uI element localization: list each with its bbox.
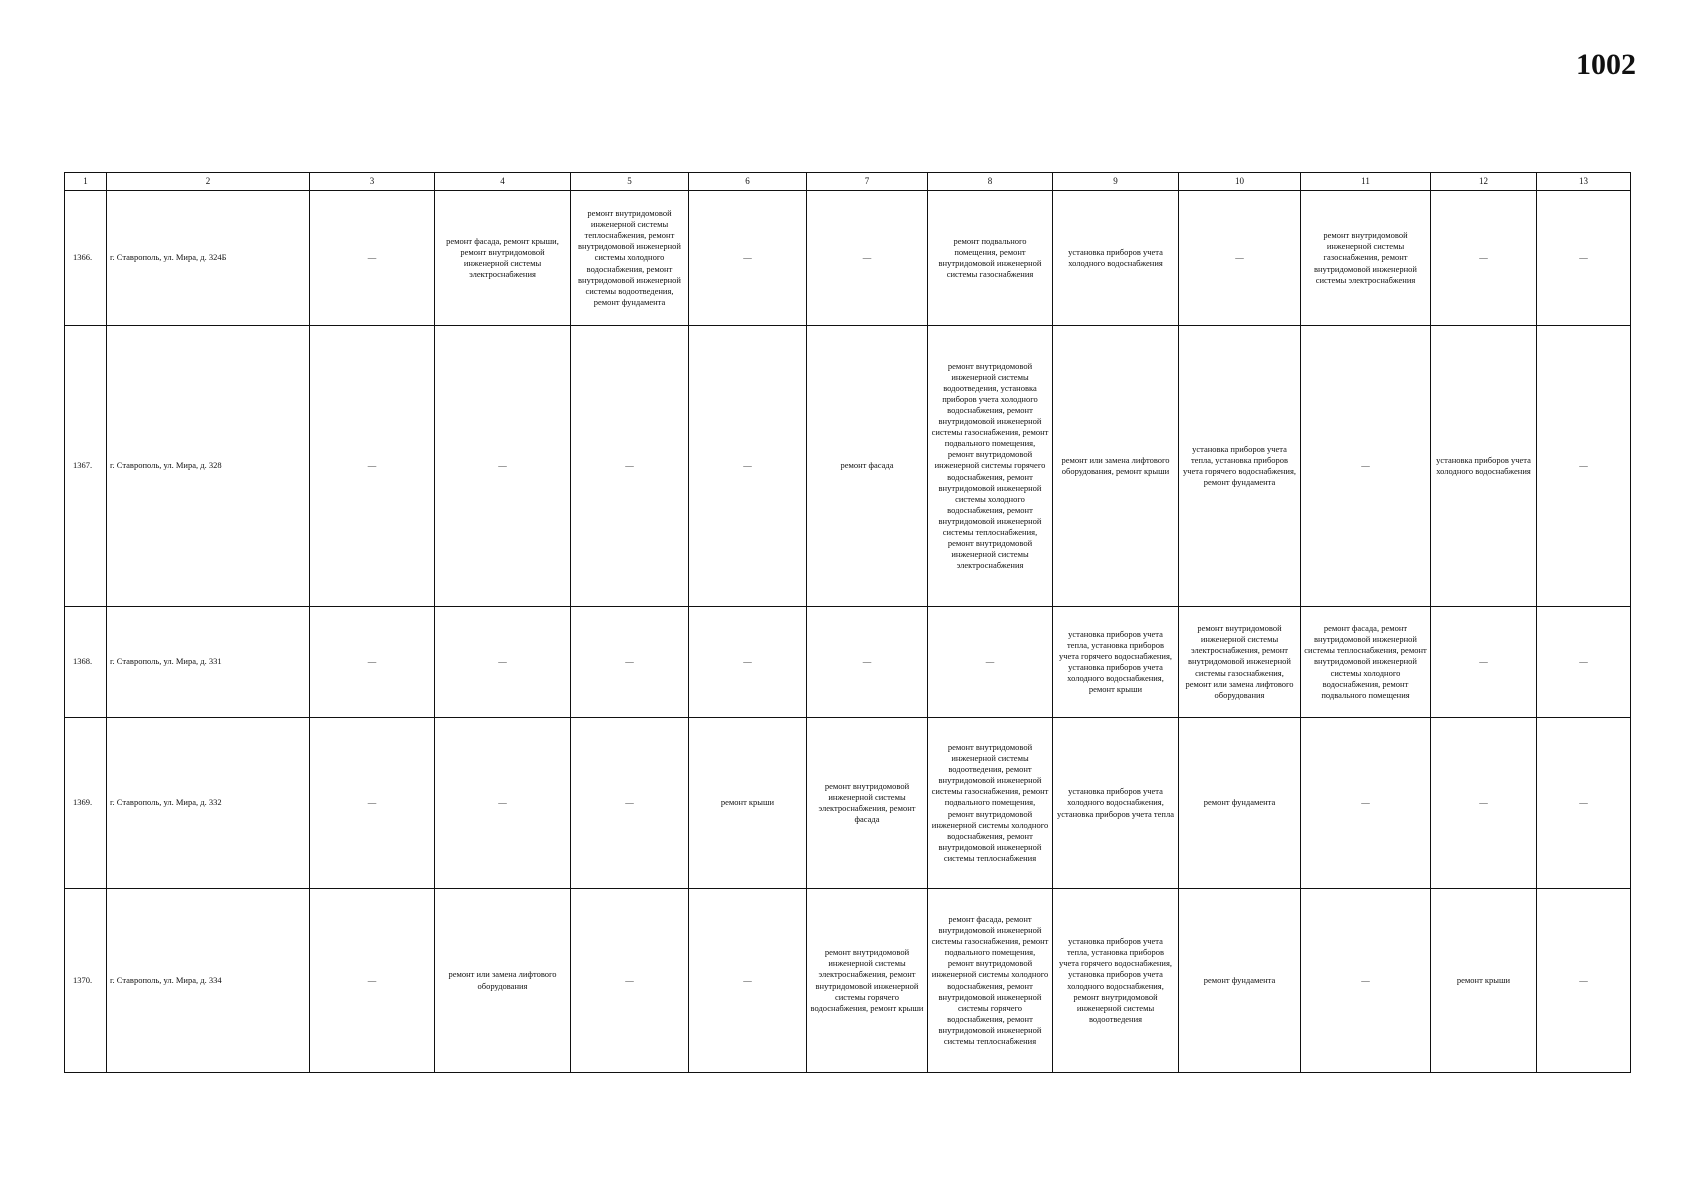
table-cell: — (1537, 718, 1631, 889)
address-cell: г. Ставрополь, ул. Мира, д. 328 (107, 326, 310, 607)
table-cell: ремонт фасада, ремонт внутридомовой инженерной системы газоснабжения, ремонт подвального помещения, ремонт внутридомовой инженерной системы холодного водоснабжения, ремонт внутридомовой инженерной системы горячего водоснабжения, ремонт внутридомовой инженерной системы теплоснабжения (928, 889, 1053, 1073)
table-row (65, 326, 1631, 607)
table-cell: ремонт или замена лифтового оборудования, ремонт крыши (1053, 326, 1179, 607)
table-cell: ремонт крыши (1431, 889, 1537, 1073)
column-number: 8 (928, 173, 1053, 191)
column-number: 4 (435, 173, 571, 191)
column-number: 2 (107, 173, 310, 191)
table-cell: — (435, 718, 571, 889)
column-number: 3 (310, 173, 435, 191)
column-number: 1 (65, 173, 107, 191)
table-cell: — (1537, 889, 1631, 1073)
table-cell: установка приборов учета тепла, установка приборов учета горячего водоснабжения, ремонт фундамента (1179, 326, 1301, 607)
table-cell: — (689, 889, 807, 1073)
table-cell: ремонт фасада, ремонт крыши, ремонт внутридомовой инженерной системы электроснабжения (435, 191, 571, 326)
table-cell: — (435, 326, 571, 607)
table-cell: — (1537, 326, 1631, 607)
column-number: 12 (1431, 173, 1537, 191)
address-cell: г. Ставрополь, ул. Мира, д. 332 (107, 718, 310, 889)
table-cell: — (310, 326, 435, 607)
column-number: 11 (1301, 173, 1431, 191)
table-cell: ремонт подвального помещения, ремонт внутридомовой инженерной системы газоснабжения (928, 191, 1053, 326)
column-number-row (65, 173, 1631, 191)
table-cell: ремонт фундамента (1179, 889, 1301, 1073)
table-row (65, 718, 1631, 889)
table-cell: установка приборов учета тепла, установка приборов учета горячего водоснабжения, установка приборов учета холодного водоснабжения, ремонт внутридомовой инженерной системы водоотведения (1053, 889, 1179, 1073)
table-cell: — (689, 191, 807, 326)
table-row (65, 607, 1631, 718)
table-cell: ремонт внутридомовой инженерной системы газоснабжения, ремонт внутридомовой инженерной системы электроснабжения (1301, 191, 1431, 326)
table-cell: — (1301, 718, 1431, 889)
table-cell: — (689, 326, 807, 607)
table-cell: — (807, 191, 928, 326)
table-cell: — (310, 191, 435, 326)
row-number: 1368. (65, 607, 107, 718)
table-cell: ремонт крыши (689, 718, 807, 889)
table-cell: — (807, 607, 928, 718)
table-row (65, 191, 1631, 326)
table-cell: ремонт фундамента (1179, 718, 1301, 889)
table-cell: — (1431, 191, 1537, 326)
address-cell: г. Ставрополь, ул. Мира, д. 334 (107, 889, 310, 1073)
table-cell: установка приборов учета тепла, установка приборов учета горячего водоснабжения, установка приборов учета холодного водоснабжения, ремонт крыши (1053, 607, 1179, 718)
table-cell: установка приборов учета холодного водоснабжения, установка приборов учета тепла (1053, 718, 1179, 889)
table-cell: — (1301, 326, 1431, 607)
page-number: 1002 (1576, 48, 1636, 81)
table-cell: установка приборов учета холодного водоснабжения (1053, 191, 1179, 326)
table-cell: — (571, 889, 689, 1073)
table-cell: — (689, 607, 807, 718)
table-cell: — (928, 607, 1053, 718)
column-number: 10 (1179, 173, 1301, 191)
table-row (65, 889, 1631, 1073)
table-cell: ремонт фасада (807, 326, 928, 607)
table-cell: — (1431, 607, 1537, 718)
table-cell: установка приборов учета холодного водоснабжения (1431, 326, 1537, 607)
row-number: 1367. (65, 326, 107, 607)
table-cell: — (1537, 607, 1631, 718)
repair-schedule-table (64, 172, 1631, 1073)
table-cell: — (435, 607, 571, 718)
row-number: 1369. (65, 718, 107, 889)
address-cell: г. Ставрополь, ул. Мира, д. 324Б (107, 191, 310, 326)
table-cell: — (310, 889, 435, 1073)
table-cell: — (571, 607, 689, 718)
table-cell: ремонт фасада, ремонт внутридомовой инженерной системы теплоснабжения, ремонт внутридомовой инженерной системы холодного водоснабжения, ремонт подвального помещения (1301, 607, 1431, 718)
column-number: 9 (1053, 173, 1179, 191)
table-cell: ремонт внутридомовой инженерной системы теплоснабжения, ремонт внутридомовой инженерной системы холодного водоснабжения, ремонт внутридомовой инженерной системы водоотведения, ремонт фундамента (571, 191, 689, 326)
column-number: 5 (571, 173, 689, 191)
table-cell: ремонт внутридомовой инженерной системы водоотведения, установка приборов учета холодного водоснабжения, ремонт внутридомовой инженерной системы газоснабжения, ремонт подвального помещения, ремонт внутридомовой инженерной системы горячего водоснабжения, ремонт внутридомовой инженерной системы холодного водоснабжения, ремонт внутридомовой инженерной системы теплоснабжения, ремонт внутридомовой инженерной системы электроснабжения (928, 326, 1053, 607)
table-cell: ремонт внутридомовой инженерной системы электроснабжения, ремонт внутридомовой инженерной системы горячего водоснабжения, ремонт крыши (807, 889, 928, 1073)
address-cell: г. Ставрополь, ул. Мира, д. 331 (107, 607, 310, 718)
table-cell: ремонт внутридомовой инженерной системы электроснабжения, ремонт фасада (807, 718, 928, 889)
column-number: 7 (807, 173, 928, 191)
row-number: 1370. (65, 889, 107, 1073)
table-cell: — (1179, 191, 1301, 326)
table-cell: — (1301, 889, 1431, 1073)
table-cell: ремонт внутридомовой инженерной системы водоотведения, ремонт внутридомовой инженерной системы газоснабжения, ремонт подвального помещения, ремонт внутридомовой инженерной системы холодного водоснабжения, ремонт внутридомовой инженерной системы теплоснабжения (928, 718, 1053, 889)
table-cell: ремонт или замена лифтового оборудования (435, 889, 571, 1073)
table-cell: — (571, 326, 689, 607)
table-cell: — (571, 718, 689, 889)
column-number: 13 (1537, 173, 1631, 191)
table-cell: — (1537, 191, 1631, 326)
column-number: 6 (689, 173, 807, 191)
table-cell: — (310, 607, 435, 718)
row-number: 1366. (65, 191, 107, 326)
table-cell: ремонт внутридомовой инженерной системы электроснабжения, ремонт внутридомовой инженерной системы газоснабжения, ремонт или замена лифтового оборудования (1179, 607, 1301, 718)
table-cell: — (310, 718, 435, 889)
table-cell: — (1431, 718, 1537, 889)
